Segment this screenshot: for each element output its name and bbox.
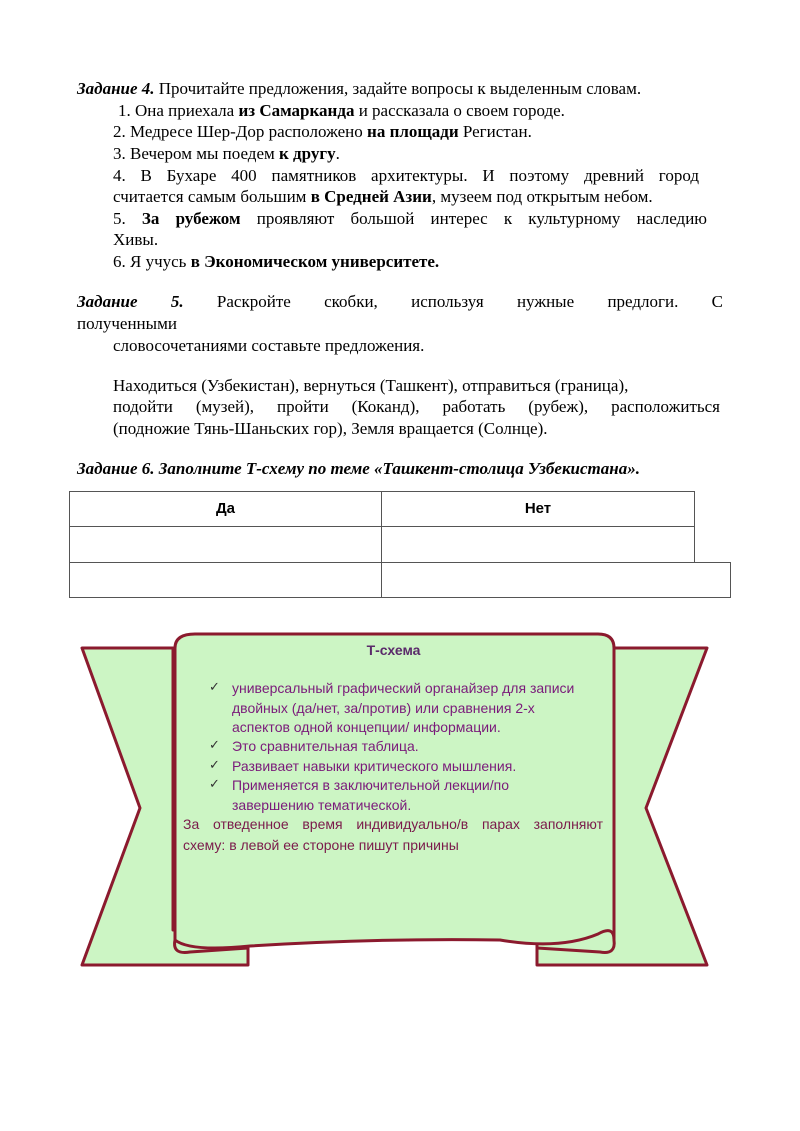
- task5-heading-line2: полученными: [77, 314, 177, 333]
- item-bold: на площади: [367, 122, 459, 141]
- item-text: .: [335, 144, 340, 163]
- check-icon: ✓: [209, 738, 220, 753]
- item-text: 1. Она приехала: [118, 101, 239, 120]
- item-text: 2. Медресе Шер-Дор расположено: [113, 122, 368, 141]
- task4-item-5-line2: Хивы.: [113, 230, 159, 249]
- col-header-no: Нет: [381, 491, 695, 527]
- item-bold: За рубежом: [141, 209, 241, 228]
- col-header-yes: Да: [69, 491, 382, 527]
- bullet-line: универсальный графический органайзер для записи: [232, 680, 575, 696]
- item-text: считается самым большим: [113, 187, 311, 206]
- item-text: 3. Вечером мы поедем: [113, 144, 279, 163]
- task5-label: Задание 5.: [77, 292, 184, 311]
- banner-title: Т-схема: [366, 642, 421, 658]
- task4-intro: Прочитайте предложения, задайте вопросы к выделенным словам.: [154, 79, 642, 98]
- item-bold: в Средней Азии: [310, 187, 432, 206]
- task5-body-line2: подойти (музей), пройти (Коканд), работать (рубеж), расположиться: [113, 397, 720, 416]
- banner-footer-line2: схему: в левой ее стороне пишут причины: [183, 837, 459, 853]
- task5-heading-line3: словосочетаниями составьте предложения.: [113, 336, 425, 355]
- bullet-line: Это сравнительная таблица.: [232, 738, 419, 754]
- item-bold: в Экономическом университете.: [190, 252, 440, 271]
- item-bold: из Самарканда: [238, 101, 355, 120]
- banner-bullet-3: [232, 757, 516, 777]
- bullet-line: Применяется в заключительной лекции/по: [232, 777, 509, 793]
- check-icon: ✓: [209, 680, 220, 695]
- bullet-line: завершению тематической.: [232, 796, 412, 813]
- task5-body-line1: Находиться (Узбекистан), вернуться (Ташкент), отправиться (граница),: [113, 376, 629, 395]
- item-text: проявляют большой интерес к культурному наследию: [240, 209, 708, 228]
- task5-intro: Раскройте скобки, используя нужные предлоги. С: [183, 292, 723, 311]
- item-text: 5.: [113, 209, 142, 228]
- task4-label: Задание 4.: [77, 79, 155, 98]
- check-icon: ✓: [209, 777, 220, 792]
- banner-footer-line1: За отведенное время индивидуально/в парах заполняют: [183, 816, 603, 832]
- banner-bullet-2: [232, 737, 419, 757]
- item-bold: к другу: [279, 144, 336, 163]
- task4-item-4-line1: 4. В Бухаре 400 памятников архитектуры. И поэтому древний город: [113, 166, 699, 185]
- task6-heading: Задание 6. Заполните Т-схему по теме «Ташкент-столица Узбекистана».: [77, 459, 640, 478]
- task5-body-line3: (подножие Тянь-Шаньских гор), Земля вращается (Солнце).: [113, 419, 548, 438]
- check-icon: ✓: [209, 758, 220, 773]
- bullet-line: двойных (да/нет, за/против) или сравнения 2-х: [232, 699, 535, 716]
- banner-bullet-1: [232, 679, 574, 738]
- item-text: и рассказала о своем городе.: [354, 101, 565, 120]
- item-text: 6. Я учусь: [113, 252, 191, 271]
- item-text: Регистан.: [458, 122, 532, 141]
- item-text: , музеем под открытым небом.: [431, 187, 653, 206]
- bullet-line: аспектов одной концепции/ информации.: [232, 719, 501, 735]
- banner-bullet-4: [232, 776, 509, 815]
- bullet-line: Развивает навыки критического мышления.: [232, 758, 517, 774]
